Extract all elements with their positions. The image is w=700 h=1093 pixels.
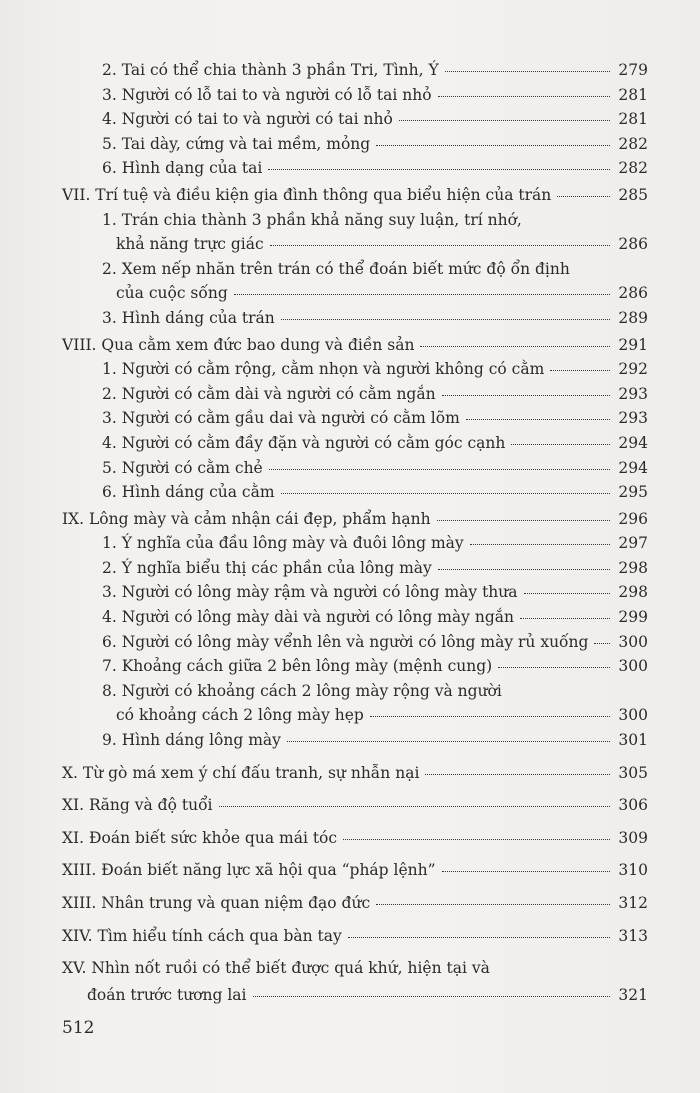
toc-page-number: 309 [618,828,648,847]
toc-page-number: 310 [618,861,648,880]
toc-chapter-entry [62,858,648,883]
toc-page-number: 294 [618,458,648,477]
toc-leader-dots [498,666,610,668]
toc-page-number: 292 [618,360,648,379]
toc-leader-dots [348,936,610,938]
toc-entry-title: 3. Người có cằm gầu dai và người có cằm lõm [102,409,460,428]
toc-leader-dots [442,870,610,872]
toc-leader-dots [438,95,610,97]
toc-leader-dots [437,519,610,521]
toc-entry-title: 2. Xem nếp nhăn trên trán có thể đoán biết mức độ ổn định [102,259,570,278]
toc-page-number: 286 [618,235,648,254]
toc-leader-dots [524,592,610,594]
toc-page-number: 286 [618,284,648,303]
toc-entry-title: của cuộc sống [116,284,228,303]
toc-section-entry [62,480,648,505]
toc-leader-dots [520,617,610,619]
toc-page-number: 295 [618,483,648,502]
toc-page-number: 300 [618,706,648,725]
toc-section-entry [62,382,648,407]
toc-leader-dots [281,492,610,494]
toc-chapter-entry [62,333,648,358]
toc-page-number: 294 [618,433,648,452]
toc-section-entry [62,232,648,257]
toc-section-entry [62,679,648,704]
toc-leader-dots [269,468,610,470]
toc-page-number: 313 [618,926,648,945]
toc-leader-dots [343,838,610,840]
toc-entry-title: 8. Người có khoảng cách 2 lông mày rộng và người [102,681,502,700]
toc-entry-title: 2. Tai có thể chia thành 3 phần Tri, Tình, Ý [102,61,439,79]
toc-chapter-entry [62,507,648,532]
toc-page-number: 291 [618,335,648,354]
toc-page-number: 293 [618,409,648,428]
toc-entry-title: có khoảng cách 2 lông mày hẹp [116,706,364,725]
toc-leader-dots [281,318,610,320]
toc-page-number: 281 [618,85,648,104]
toc-entry-title: 5. Người có cằm chẻ [102,458,263,477]
toc-leader-dots [438,568,610,570]
toc-entry-title: XV. Nhìn nốt ruồi có thể biết được quá khứ, hiện tại và [62,959,490,978]
toc-entry-title: 1. Trán chia thành 3 phần khả năng suy luận, trí nhớ, [102,210,522,229]
toc-leader-dots [270,244,610,246]
toc-leader-dots [253,995,611,997]
toc-page-number: 279 [618,61,648,79]
toc-leader-dots [470,543,610,545]
toc-page-number: 301 [618,731,648,750]
toc-section-entry [62,132,648,157]
toc-page-number: 312 [618,894,648,912]
toc-chapter-entry [62,983,648,1008]
toc-entry-title: XIV. Tìm hiểu tính cách qua bàn tay [62,926,342,945]
toc-page-number: 281 [618,110,648,129]
toc-entry-title: XIII. Đoán biết năng lực xã hội qua “pháp lệnh” [62,861,436,880]
toc-chapter-entry [62,924,648,949]
toc-entry-title: IX. Lông mày và cảm nhận cái đẹp, phẩm hạnh [62,509,431,528]
toc-page-number: 305 [618,763,648,782]
toc-leader-dots [219,805,610,807]
toc-entry-title: 9. Hình dáng lông mày [102,731,281,750]
toc-page-number: 298 [618,558,648,577]
toc-entry-title: 4. Người có tai to và người có tai nhỏ [102,110,393,129]
toc-page-number: 306 [618,796,648,815]
toc-page-number: 296 [618,509,648,528]
toc-spacer [62,883,648,889]
toc-page-number: 293 [618,384,648,403]
toc-chapter-entry [62,793,648,818]
toc-entry-title: VIII. Qua cằm xem đức bao dung và điền sản [62,335,415,354]
toc-leader-dots [370,715,610,717]
toc-section-entry [62,208,648,233]
toc-page-number: 298 [618,583,648,602]
toc-entry-title: 6. Người có lông mày vểnh lên và người có lông mày rủ xuống [102,632,589,651]
toc-leader-dots [511,443,610,445]
toc-leader-dots [399,119,610,121]
toc-entry-title: 5. Tai dày, cứng và tai mềm, mỏng [102,134,371,153]
toc-entry-title: 4. Người có lông mày dài và người có lông mày ngắn [102,608,514,627]
toc-page-number: 321 [618,985,648,1004]
toc-spacer [62,948,648,954]
toc-entry-title: 2. Người có cằm dài và người có cằm ngắn [102,384,436,403]
toc-chapter-entry [62,826,648,851]
toc-page-number: 289 [618,308,648,327]
toc-chapter-entry [62,183,648,208]
toc-spacer [62,916,648,922]
toc-section-entry [62,728,648,753]
toc-leader-dots [376,903,610,905]
toc-entry-title: 6. Hình dạng của tai [102,159,263,178]
toc-entry-title: 3. Người có lông mày rậm và người có lông mày thưa [102,583,518,602]
toc-leader-dots [420,345,610,347]
toc-page-number: 300 [618,657,648,676]
toc-leader-dots [466,418,610,420]
toc-leader-dots [268,168,610,170]
toc-page-number: 300 [618,632,648,651]
toc-chapter-entry [62,891,648,916]
toc-leader-dots [287,740,610,742]
toc-entry-title: 3. Người có lỗ tai to và người có lỗ tai nhỏ [102,85,432,104]
toc-leader-dots [557,195,610,197]
toc-section-entry [62,156,648,181]
toc-page-number: 285 [618,185,648,204]
toc-leader-dots [234,293,610,295]
toc-entry-title: XI. Đoán biết sức khỏe qua mái tóc [62,828,338,847]
page-number: 512 [62,1018,95,1038]
toc-leader-dots [425,773,610,775]
toc-leader-dots [445,70,610,72]
toc-entry-title: 2. Ý nghĩa biểu thị các phần của lông mày [102,558,432,577]
toc-section-entry [62,630,648,655]
toc-section-entry [62,406,648,431]
toc-section-entry [62,58,648,83]
toc-entry-title: 7. Khoảng cách giữa 2 bên lông mày (mệnh cung) [102,657,493,676]
toc-chapter-entry [62,761,648,786]
toc-entry-title: 1. Ý nghĩa của đầu lông mày và đuôi lông mày [102,534,464,553]
toc-section-entry [62,306,648,331]
toc-entry-title: 4. Người có cằm đầy đặn và người có cằm góc cạnh [102,433,506,452]
toc-page-number: 297 [618,534,648,553]
toc-entry-title: khả năng trực giác [116,235,264,254]
toc-section-entry [62,456,648,481]
toc-leader-dots [550,369,610,371]
toc-page-number: 282 [618,159,648,178]
toc-section-entry [62,556,648,581]
toc-spacer [62,818,648,824]
toc-section-entry [62,580,648,605]
toc-entry-title: X. Từ gò má xem ý chí đấu tranh, sự nhẫn nại [62,763,420,782]
toc-leader-dots [594,642,610,644]
toc-section-entry [62,281,648,306]
toc-entry-title: VII. Trí tuệ và điều kiện gia đình thông qua biểu hiện của trán [62,185,552,204]
toc-entry-title: 1. Người có cằm rộng, cằm nhọn và người không có cằm [102,360,545,379]
toc-entry-title: XIII. Nhân trung và quan niệm đạo đức [62,894,371,912]
toc-section-entry [62,605,648,630]
toc-entry-title: 6. Hình dáng của cằm [102,483,275,502]
toc-section-entry [62,654,648,679]
toc-section-entry [62,83,648,108]
toc-page-number: 282 [618,134,648,153]
toc-section-entry [62,531,648,556]
table-of-contents [62,58,648,1007]
toc-entry-title: 3. Hình dáng của trán [102,308,275,327]
toc-section-entry [62,357,648,382]
toc-chapter-entry [62,956,648,981]
toc-spacer [62,753,648,759]
toc-section-entry [62,107,648,132]
toc-entry-title: XI. Răng và độ tuổi [62,796,213,815]
toc-leader-dots [442,394,610,396]
toc-spacer [62,850,648,856]
toc-section-entry [62,703,648,728]
toc-leader-dots [376,144,610,146]
toc-spacer [62,785,648,791]
toc-page-number: 299 [618,608,648,627]
toc-section-entry [62,257,648,282]
toc-entry-title: đoán trước tương lai [87,985,247,1004]
toc-section-entry [62,431,648,456]
